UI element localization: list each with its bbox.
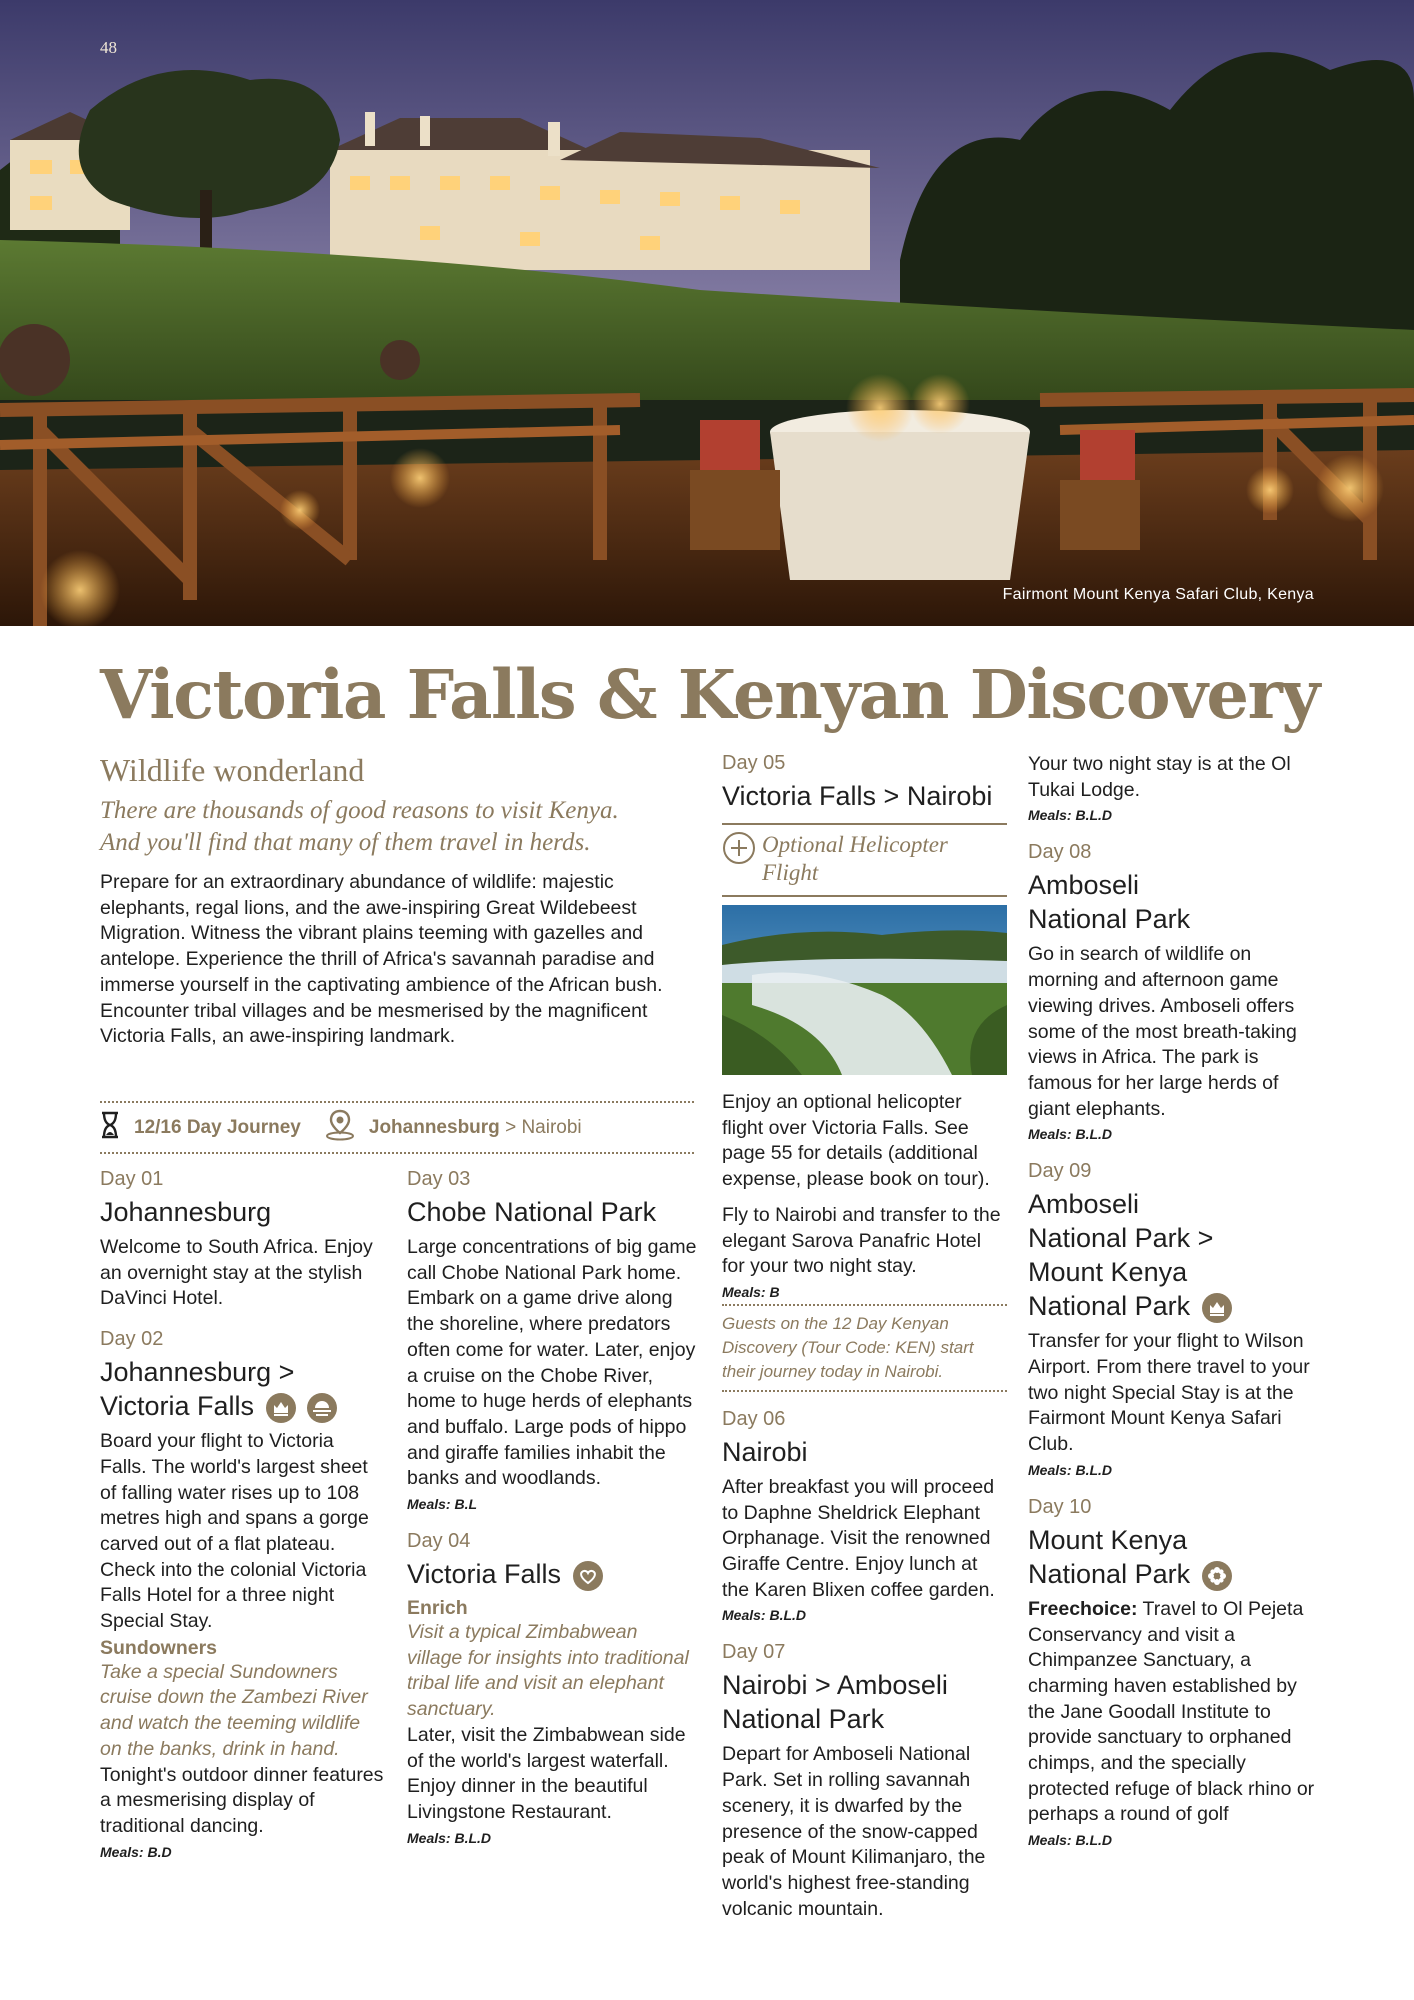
day-10-title-line-1: Mount Kenya [1028, 1524, 1188, 1555]
journey-end: Nairobi [521, 1117, 582, 1138]
journey-info-row [100, 1110, 690, 1146]
day-10-title [1028, 1523, 1318, 1591]
day-02-label: Day 02 [100, 1328, 164, 1351]
day-01-title: Johannesburg [100, 1197, 272, 1227]
optional-helicopter-title [762, 831, 948, 887]
intro-subtitle: Wildlife wonderland [100, 752, 365, 788]
lede-line-1: There are thousands of good reasons to visit Kenya. [100, 797, 619, 824]
day-02-title [100, 1355, 385, 1423]
day-05-title: Victoria Falls > Nairobi [722, 781, 993, 811]
day-02-title-line-1: Johannesburg > [100, 1357, 295, 1388]
day-09-title-line-1: Amboseli [1028, 1189, 1140, 1220]
day-06-meals: Meals: B.L.D [722, 1607, 807, 1624]
day-10-label: Day 10 [1028, 1495, 1092, 1518]
day-08-body: Go in search of wildlife on morning and afternoon game viewing drives. Amboseli offers some of the most breath-taking views in Africa. The park is famous for her large herds of giant elephants. [1028, 943, 1297, 1120]
divider-note-top [722, 1304, 1007, 1306]
day-07-title-line-1: Nairobi > Amboseli [722, 1670, 948, 1701]
hero-photo [0, 0, 1414, 626]
day-09-title-line-4-wrap [1028, 1289, 1318, 1323]
column-2 [407, 1168, 697, 1864]
day-07-cont: Your two night stay is at the Ol Tukai Lodge. [1028, 753, 1291, 801]
day-08-title-line-1: Amboseli [1028, 870, 1140, 901]
day-07-label: Day 07 [722, 1641, 786, 1664]
victoria-falls-photo [722, 905, 1007, 1080]
day-09-label: Day 09 [1028, 1160, 1092, 1183]
column-3 [722, 752, 1007, 1922]
day-10-body: Travel to Ol Pejeta Conservancy and visit a Chimpanzee Sanctuary, a charming haven established by the Jane Goodall Institute to provide sanctuary to orphaned chimps, and the specially protected refuge of black rhino or perhaps a round of golf [1028, 1597, 1315, 1826]
optional-helicopter-box [722, 823, 1007, 897]
special-stay-icon [1202, 1293, 1232, 1323]
day-04-title-wrap [407, 1557, 697, 1591]
day-04-sub-head: Enrich [407, 1597, 468, 1620]
day-05-meals: Meals: B [722, 1283, 780, 1300]
special-stay-icon [266, 1393, 296, 1423]
day-08-label: Day 08 [1028, 841, 1092, 864]
day-02-meals: Meals: B.D [100, 1843, 172, 1860]
day-04-after: Later, visit the Zimbabwean side of the world's largest waterfall. Enjoy dinner in the beautiful Livingstone Restaurant. [407, 1723, 686, 1823]
day-04-title: Victoria Falls [407, 1559, 562, 1590]
plus-circle-icon [722, 831, 756, 870]
day-07-meals: Meals: B.L.D [1028, 807, 1113, 824]
lede-line-2: And you'll find that many of them travel in herds. [100, 829, 591, 856]
day-04-meals: Meals: B.L.D [407, 1829, 492, 1846]
day-09-meals: Meals: B.L.D [1028, 1461, 1113, 1478]
day-07-title-line-2: National Park [722, 1704, 885, 1735]
day-04-note: Visit a typical Zimbabwean village for insights into traditional tribal life and visit an elephant sanctuary. [407, 1621, 689, 1721]
day-10-meals: Meals: B.L.D [1028, 1832, 1113, 1849]
day-03-title: Chobe National Park [407, 1197, 657, 1227]
day-02-title-line-2: Victoria Falls [100, 1391, 255, 1422]
day-09-body: Transfer for your flight to Wilson Airport. From there travel to your two night Special Stay is at the Fairmont Mount Kenya Safari Club. [1028, 1330, 1310, 1456]
day-09-title-line-3: Mount Kenya [1028, 1257, 1188, 1288]
day-10-body-wrap [1028, 1597, 1318, 1828]
optional-line-2: Flight [762, 860, 819, 885]
day-04-label: Day 04 [407, 1530, 471, 1553]
day-07-title [722, 1668, 1007, 1736]
column-4 [1028, 752, 1318, 1866]
day-08-meals: Meals: B.L.D [1028, 1126, 1113, 1143]
day-07-body: Depart for Amboseli National Park. Set in rolling savannah scenery, it is dwarfed by the presence of the snow-capped peak of Mount Kilimanjaro, the world's highest free-standing volcanic mountain. [722, 1743, 986, 1920]
day-06-label: Day 06 [722, 1407, 786, 1430]
journey-separator: > [505, 1117, 517, 1138]
divider-bottom [100, 1152, 694, 1154]
day-09-title [1028, 1187, 1318, 1323]
optional-helicopter-body: Enjoy an optional helicopter flight over Victoria Falls. See page 55 for details (additional expense, please book on tour). [722, 1091, 990, 1191]
photo-caption: Fairmont Mount Kenya Safari Club, Kenya [1002, 586, 1314, 603]
day-05-body: Fly to Nairobi and transfer to the elegant Sarova Panafric Hotel for your two night stay. [722, 1203, 1001, 1278]
day-02-note: Take a special Sundowners cruise down the Zambezi River and watch the teeming wildlife on the banks, drink in hand. [100, 1660, 368, 1760]
day-06-title: Nairobi [722, 1436, 808, 1467]
location-pin-icon [325, 1109, 355, 1147]
day-02-title-line-2-wrap [100, 1389, 385, 1423]
hourglass-icon [100, 1111, 120, 1145]
divider-top [100, 1101, 694, 1103]
enrich-heart-icon [573, 1561, 603, 1591]
column-1 [100, 1168, 385, 1878]
journey-start: Johannesburg [368, 1117, 500, 1138]
day-10-title-line-2-wrap [1028, 1557, 1318, 1591]
day-02-body: Board your flight to Victoria Falls. The world's largest sheet of falling water rises up to 108 metres high and spans a gorge carved out of a flat plateau. Check into the colonial Victoria Falls Hotel for a three night Special Stay. [100, 1430, 369, 1633]
day-05-label: Day 05 [722, 752, 786, 774]
sundowner-icon [307, 1393, 337, 1423]
day-03-body: Large concentrations of big game call Chobe National Park home. Embark on a game drive along the shoreline, where predators often come for water. Later, enjoy a cruise on the Chobe River, home to huge herds of elephants and buffalo. Large pods of hippo and giraffe families inhabit the banks and woodlands. [407, 1236, 697, 1490]
optional-line-1: Optional Helicopter [762, 832, 948, 857]
day-10-title-line-2: National Park [1028, 1558, 1191, 1589]
day-08-title [1028, 868, 1318, 936]
journey-route [369, 1117, 582, 1139]
day-03-meals: Meals: B.L [407, 1496, 478, 1513]
day-06-body: After breakfast you will proceed to Daphne Sheldrick Elephant Orphanage. Visit the renowned Giraffe Centre. Enjoy lunch at the Karen Blixen coffee garden. [722, 1475, 995, 1601]
freechoice-flower-icon [1202, 1561, 1232, 1591]
intro-body: Prepare for an extraordinary abundance of wildlife: majestic elephants, regal lions, and the awe-inspiring Great Wildebeest Migration. Witness the vibrant plains teeming with gazelles and antelope. Experience the thrill of Africa's savannah paradise and immerse yourself in the captivating ambience of the African bush. Encounter tribal villages and be mesmerised by the magnificent Victoria Falls, an awe-inspiring landmark. [100, 871, 663, 1048]
divider-note-bottom [722, 1390, 1007, 1392]
day-03-label: Day 03 [407, 1168, 471, 1190]
day-02-sub-head: Sundowners [100, 1636, 218, 1659]
day-10-freechoice: Freechoice: [1028, 1597, 1138, 1620]
page-title: Victoria Falls & Kenyan Discovery [100, 655, 1319, 734]
intro-lede [100, 795, 700, 859]
journey-duration: 12/16 Day Journey [134, 1117, 301, 1138]
day-08-title-line-2: National Park [1028, 904, 1191, 935]
day-09-title-line-2: National Park > [1028, 1223, 1214, 1254]
day-02-after: Tonight's outdoor dinner features a mesmerising display of traditional dancing. [100, 1763, 384, 1837]
day-01-label: Day 01 [100, 1168, 164, 1190]
day-01-body: Welcome to South Africa. Enjoy an overnight stay at the stylish DaVinci Hotel. [100, 1236, 373, 1310]
day-05-note: Guests on the 12 Day Kenyan Discovery (Tour Code: KEN) start their journey today in Nairobi. [722, 1313, 974, 1381]
day-09-title-line-4: National Park [1028, 1291, 1191, 1322]
page-number: 48 [100, 38, 117, 57]
